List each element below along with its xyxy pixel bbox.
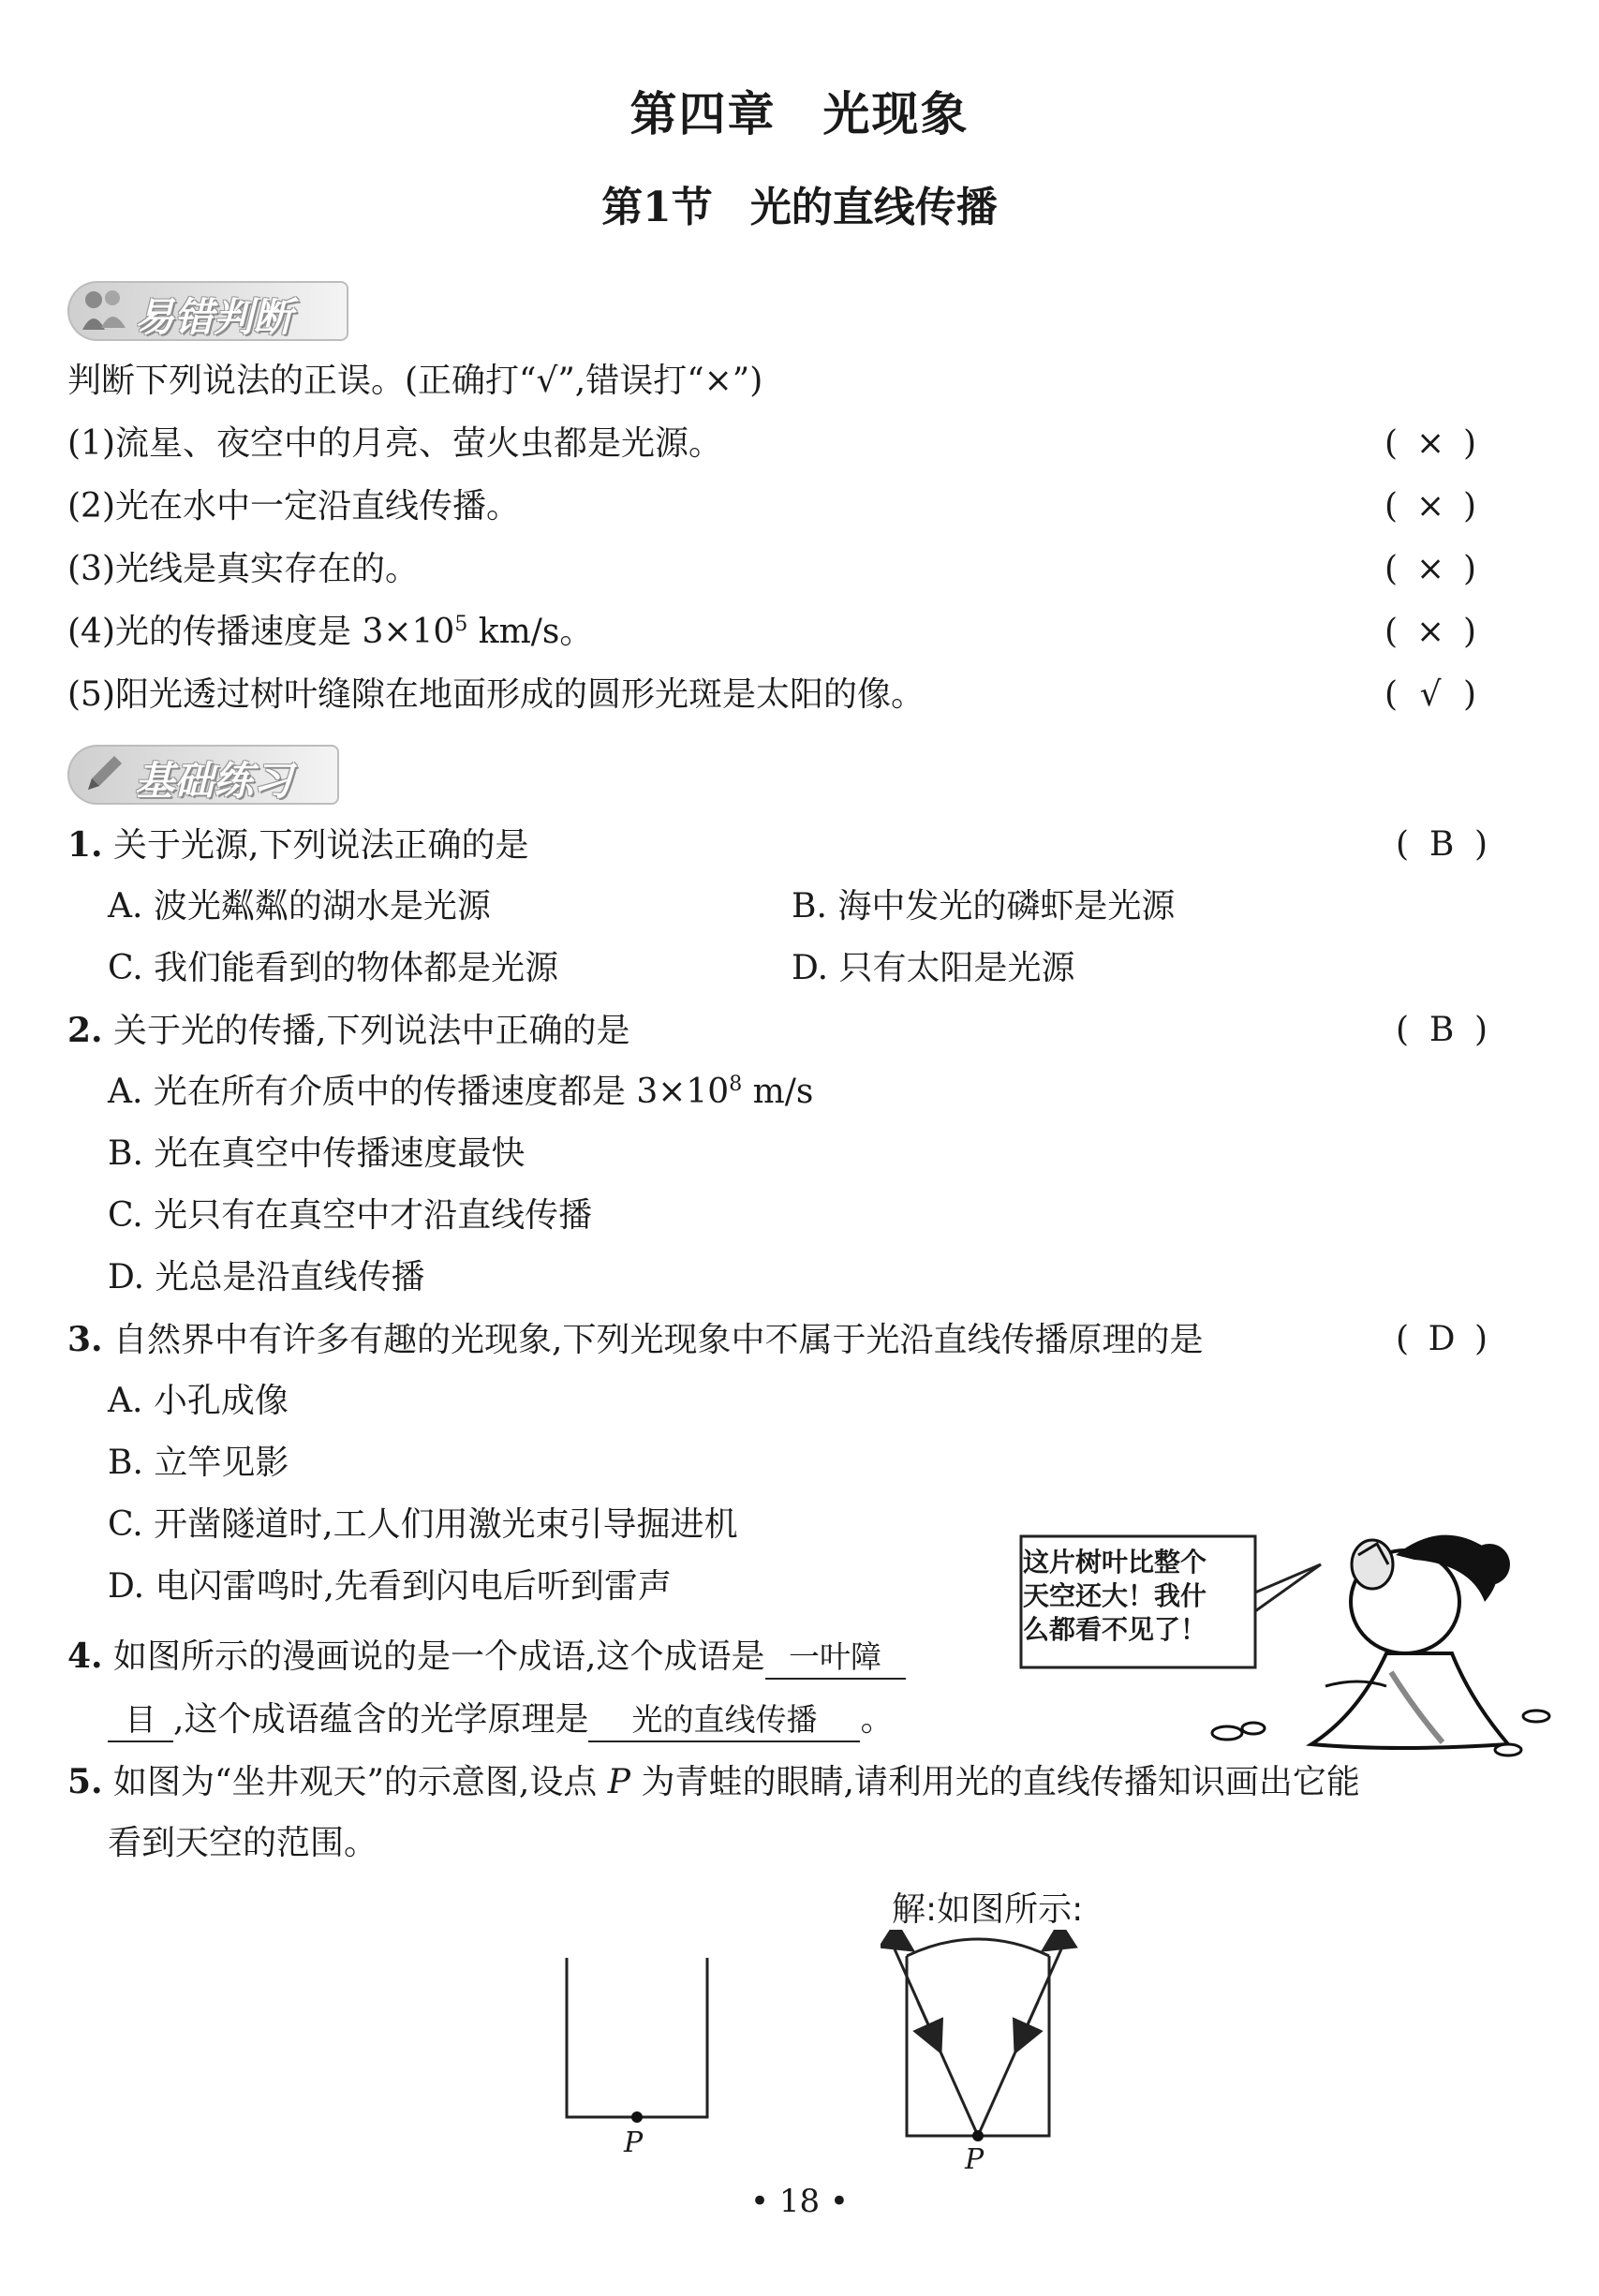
point-label: P	[624, 2126, 644, 2159]
question-1-option-d: D. 只有太阳是光源	[792, 949, 1075, 987]
question-1-answer: B	[1429, 825, 1455, 864]
section-number: 第1节	[601, 184, 713, 231]
question-number: 5.	[67, 1762, 103, 1801]
question-text: 如图所示的漫画说的是一个成语,这个成语是	[113, 1637, 765, 1676]
question-3-option-c: C. 开凿隧道时,工人们用激光束引导掘进机	[108, 1505, 738, 1544]
exponent: 8	[729, 1073, 743, 1096]
answer-bracket: ( √ )	[1384, 675, 1477, 714]
question-2-option-c: C. 光只有在真空中才沿直线传播	[108, 1196, 593, 1235]
answer-bracket: ( × )	[1384, 424, 1477, 463]
judge-item-2: (2)光在水中一定沿直线传播。	[67, 487, 520, 526]
question-4-line-1	[67, 1636, 906, 1680]
pencil-icon	[79, 750, 129, 799]
frog-eye-point	[631, 2111, 643, 2123]
question-text: 为青蛙的眼睛,请利用光的直线传播知识画出它能	[641, 1763, 1360, 1801]
judge-answer-5: √	[1419, 675, 1442, 714]
option-a-part-b: m/s	[742, 1073, 814, 1111]
question-5-line-2: 看到天空的范围。	[108, 1824, 378, 1862]
answer-bracket: ( B )	[1396, 825, 1488, 864]
section-badge-judge	[67, 281, 348, 341]
question-1-option-b: B. 海中发光的磷虾是光源	[792, 887, 1176, 926]
chapter-title	[0, 77, 1599, 144]
judge-item-4-part-b: km/s。	[467, 613, 594, 651]
judge-answer-2: ×	[1415, 487, 1445, 526]
badge-label: 易错判断	[135, 294, 293, 340]
question-1-stem	[67, 824, 529, 867]
answer-bracket: ( × )	[1384, 550, 1477, 588]
people-icon	[79, 287, 129, 335]
question-2-stem	[67, 1010, 630, 1052]
point-label: P	[965, 2143, 985, 2176]
question-text: 自然界中有许多有趣的光现象,下列光现象中不属于光沿直线传播原理的是	[113, 1321, 1204, 1359]
judge-item-1: (1)流星、夜空中的月亮、萤火虫都是光源。	[67, 424, 722, 463]
question-text: 关于光源,下列说法正确的是	[113, 826, 529, 865]
question-2-option-a	[108, 1072, 813, 1113]
chapter-number: 第四章	[629, 86, 777, 141]
question-3-option-b: B. 立竿见影	[108, 1444, 289, 1482]
scholar-figure-icon	[1311, 1535, 1510, 1748]
answer-bracket: ( B )	[1396, 1011, 1488, 1049]
judge-item-4-part-a: (4)光的传播速度是 3×10	[67, 613, 455, 651]
judge-item-4	[67, 612, 593, 653]
judge-item-3: (3)光线是真实存在的。	[67, 550, 419, 588]
judge-answer-3: ×	[1415, 550, 1445, 588]
speech-bubble-text	[1023, 1546, 1207, 1647]
answer-blank-2: 光的直线传播	[588, 1699, 860, 1742]
question-2-option-b: B. 光在真空中传播速度最快	[108, 1134, 526, 1173]
speech-line: 么都看不见了！	[1023, 1614, 1207, 1645]
answer-bracket: ( D )	[1396, 1320, 1488, 1358]
question-1-option-c: C. 我们能看到的物体都是光源	[108, 949, 559, 987]
question-1-option-a: A. 波光粼粼的湖水是光源	[108, 887, 491, 926]
question-2-option-d: D. 光总是沿直线传播	[108, 1258, 425, 1296]
solution-label: 解:如图所示:	[892, 1890, 1084, 1929]
section-name: 光的直线传播	[749, 184, 998, 231]
speech-line: 天空还大！我什	[1023, 1580, 1207, 1611]
question-text: 如图为“坐井观天”的示意图,设点	[113, 1763, 598, 1801]
judge-intro: 判断下列说法的正误。(正确打“√”,错误打“×”)	[67, 362, 763, 400]
option-a-part-a: A. 光在所有介质中的传播速度都是 3×10	[108, 1073, 730, 1111]
question-3-stem	[67, 1319, 1204, 1361]
question-text: ,这个成语蕴含的光学原理是	[173, 1700, 589, 1739]
chapter-name: 光现象	[822, 86, 970, 141]
section-badge-practice	[67, 745, 339, 805]
question-2-answer: B	[1429, 1011, 1455, 1049]
period: 。	[860, 1700, 895, 1739]
answer-blank-1b: 目	[108, 1699, 173, 1742]
answer-bracket: ( × )	[1384, 613, 1477, 651]
page-number: • 18 •	[750, 2183, 849, 2220]
answer-bracket: ( × )	[1384, 487, 1477, 526]
question-number: 4.	[67, 1637, 103, 1676]
sky-range-arc	[907, 1939, 1049, 1956]
question-3-answer: D	[1428, 1320, 1456, 1358]
question-number: 1.	[67, 825, 103, 865]
section-title	[0, 173, 1599, 233]
exponent: 5	[454, 613, 468, 636]
question-text: 关于光的传播,下列说法中正确的是	[113, 1012, 630, 1050]
question-number: 3.	[67, 1320, 103, 1359]
question-4-line-2	[108, 1699, 894, 1742]
question-3-option-d: D. 电闪雷鸣时,先看到闪电后听到雷声	[108, 1567, 672, 1606]
judge-answer-4: ×	[1415, 613, 1445, 651]
badge-label: 基础练习	[135, 758, 293, 804]
question-3-option-a: A. 小孔成像	[108, 1382, 289, 1420]
speech-line: 这片树叶比整个	[1023, 1547, 1207, 1578]
point-label: P	[607, 1763, 630, 1801]
judge-item-5: (5)阳光透过树叶缝隙在地面形成的圆形光斑是太阳的像。	[67, 675, 925, 714]
question-number: 2.	[67, 1011, 103, 1050]
question-5-line-1	[67, 1761, 1360, 1803]
answer-blank-1a: 一叶障	[765, 1637, 906, 1680]
judge-answer-1: ×	[1415, 424, 1445, 463]
